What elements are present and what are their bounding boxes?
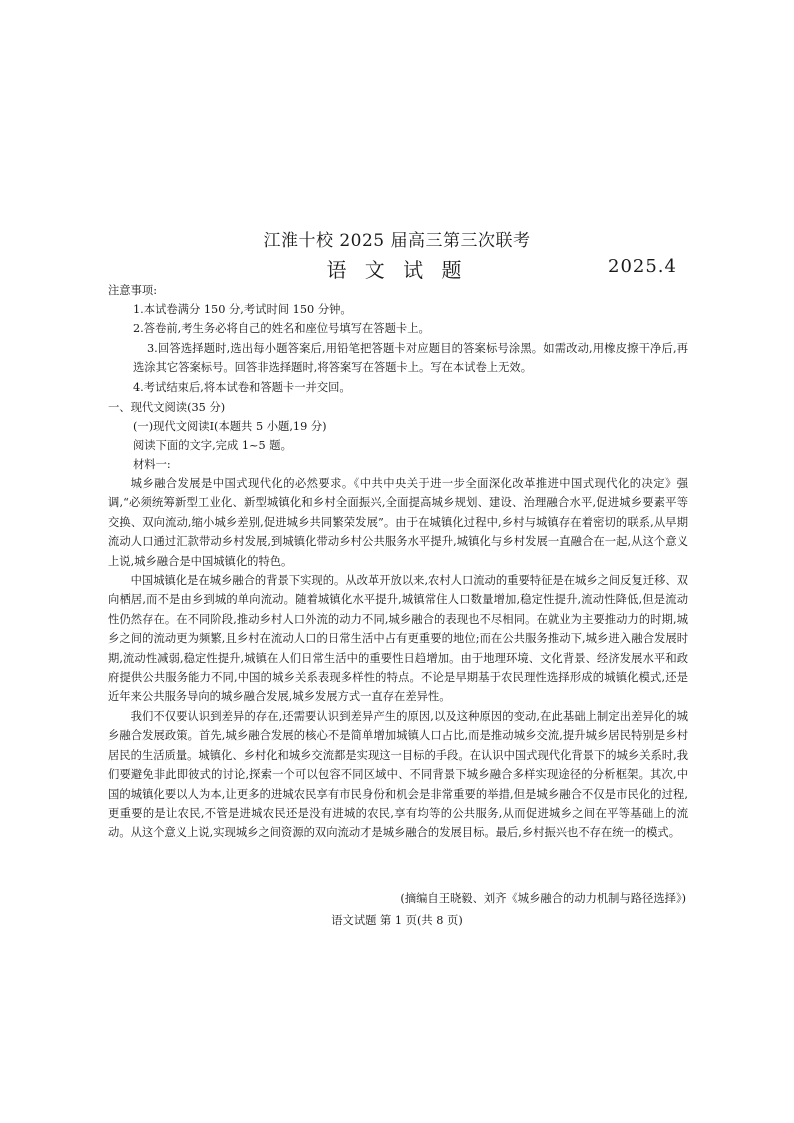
reading-instruction: 阅读下面的文字,完成 1~5 题。 (133, 439, 292, 452)
material-body (108, 474, 688, 843)
notice-item: 1.本试卷满分 150 分,考试时间 150 分钟。 (133, 303, 352, 316)
source-citation: (摘编自王晓毅、刘齐《城乡融合的动力机制与路径选择》) (400, 892, 686, 905)
notice-item: 4.考试结束后,将本试卷和答题卡一并交回。 (133, 380, 351, 394)
material-label: 材料一: (133, 458, 171, 471)
material-paragraph: 城乡融合发展是中国式现代化的必然要求。《中共中央关于进一步全面深化改革推进中国式现代化的决定》强调,“必须统筹新型工业化、新型城镇化和乡村全面振兴,全面提高城乡规划、建设、治理融合水平,促进城乡要素平等交换、双向流动,缩小城乡差别,促进城乡共同繁荣发展”。由于在城镇化过程中,乡村与城镇存在着密切的联系,从早期流动人口通过汇款带动乡村发展,到城镇化带动乡村公共服务水平提升,城镇化与乡村发展一直融合在一起,从这个意义上说,城乡融合是中国城镇化的特色。 (108, 477, 688, 568)
notice-item: 2.答卷前,考生务必将自己的姓名和座位号填写在答题卡上。 (133, 322, 430, 336)
notice-item: 3.回答选择题时,选出每小题答案后,用铅笔把答题卡对应题目的答案标号涂黑。如需改动,用橡皮擦干净后,再选涂其它答案标号。回答非选择题时,将答案写在答题卡上。写在本试卷上无效。 (133, 341, 688, 375)
notice-heading: 注意事项: (108, 284, 157, 297)
subject-title: 语 文 试 题 (326, 258, 468, 282)
subject-row (0, 254, 794, 280)
notice-list (133, 300, 688, 397)
exam-date: 2025.4 (608, 256, 677, 277)
material-paragraph: 中国城镇化是在城乡融合的背景下实现的。从改革开放以来,农村人口流动的重要特征是在城乡之间反复迁移、双向栖居,而不是由乡到城的单向流动。随着城镇化水平提升,城镇常住人口数量增加,稳定性提升,流动性降低,但是流动性仍然存在。在不同阶段,推动乡村人口外流的动力不同,城乡融合的表现也不尽相同。在就业为主要推动力的时期,城乡之间的流动更为频繁,且乡村在流动人口的日常生活中占有更重要的地位;而在公共服务推动下,城乡进入融合发展时期,流动性减弱,稳定性提升,城镇在人们日常生活中的重要性日趋增加。由于地理环境、文化背景、经济发展水平和政府提供公共服务能力不同,中国的城乡关系表现多样性的特点。不论是早期基于农民理性选择形成的城镇化模式,还是近年来公共服务导向的城乡融合发展,城乡发展方式一直存在差异性。 (108, 574, 688, 704)
material-paragraph: 我们不仅要认识到差异的存在,还需要认识到差异产生的原因,以及这种原因的变动,在此基础上制定出差异化的城乡融合发展政策。首先,城乡融合发展的核心不是简单增加城镇人口占比,而是推动城乡交流,提升城乡居民特别是乡村居民的生活质量。城镇化、乡村化和城乡交流都是实现这一目标的手段。在认识中国式现代化背景下的城乡关系时,我们要避免非此即彼式的讨论,探索一个可以包容不同区域中、不同背景下城乡融合多样实现途径的分析框架。其次,中国的城镇化要以人为本,让更多的进城农民享有市民身份和机会是非常重要的举措,但是城乡融合不仅是市民化的过程,更重要的是让农民,不管是进城农民还是没有进城的农民,享有均等的公共服务,从而促进城乡之间在平等基础上的流动。从这个意义上说,实现城乡之间资源的双向流动才是城乡融合的发展目标。最后,乡村振兴也不存在统一的模式。 (108, 709, 688, 840)
section-heading: 一、现代文阅读(35 分) (108, 401, 226, 414)
sub-section-heading: (一)现代文阅读Ⅰ(本题共 5 小题,19 分) (133, 420, 327, 433)
exam-title: 江淮十校 2025 届高三第三次联考 (263, 231, 531, 251)
page-footer: 语文试题 第 1 页(共 8 页) (331, 914, 463, 927)
